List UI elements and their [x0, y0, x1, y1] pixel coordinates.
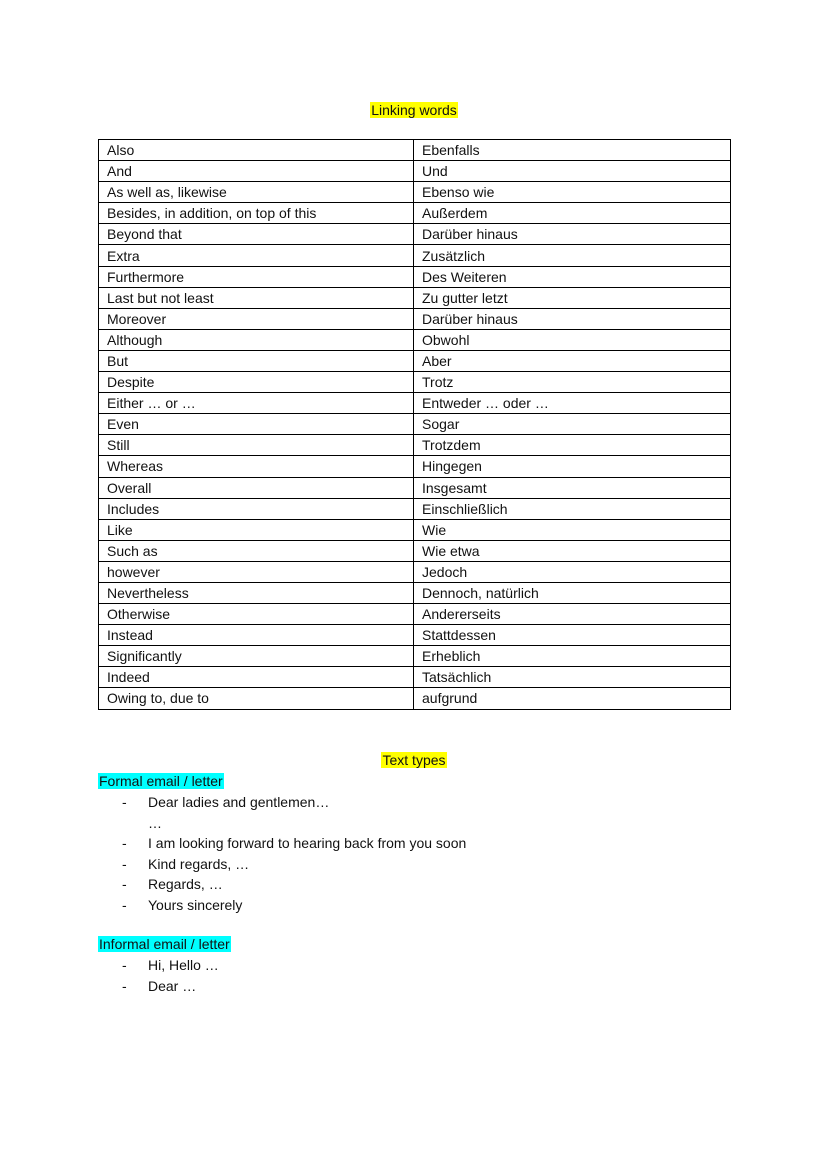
german-cell: Zu gutter letzt — [414, 287, 731, 308]
table-row — [99, 203, 731, 224]
list-item — [98, 854, 466, 875]
english-cell: Indeed — [99, 667, 414, 688]
german-cell: Einschließlich — [414, 498, 731, 519]
english-cell: Moreover — [99, 308, 414, 329]
table-row — [99, 308, 731, 329]
english-cell: Beyond that — [99, 224, 414, 245]
table-row — [99, 140, 731, 161]
table-row — [99, 435, 731, 456]
german-cell: Andererseits — [414, 604, 731, 625]
formal-email-heading — [98, 772, 224, 790]
english-cell: Furthermore — [99, 266, 414, 287]
german-cell: Und — [414, 161, 731, 182]
table-row — [99, 561, 731, 582]
german-cell: Aber — [414, 350, 731, 371]
english-cell: Otherwise — [99, 604, 414, 625]
table-row — [99, 582, 731, 603]
text-types-heading-text: Text types — [382, 752, 446, 768]
list-item-text: Kind regards, … — [148, 855, 250, 872]
german-cell: Wie — [414, 519, 731, 540]
informal-email-heading-text: Informal email / letter — [99, 936, 230, 952]
table-row — [99, 161, 731, 182]
linking-words-heading-text: Linking words — [371, 102, 457, 118]
german-cell: Erheblich — [414, 646, 731, 667]
english-cell: Besides, in addition, on top of this — [99, 203, 414, 224]
table-row — [99, 329, 731, 350]
english-cell: Whereas — [99, 456, 414, 477]
bullet-dash: - — [122, 896, 127, 913]
table-row — [99, 688, 731, 709]
text-types-heading — [0, 751, 828, 769]
table-row — [99, 498, 731, 519]
table-row — [99, 182, 731, 203]
german-cell: Außerdem — [414, 203, 731, 224]
english-cell: Still — [99, 435, 414, 456]
bullet-dash: - — [122, 977, 127, 994]
list-item-text: … — [148, 814, 162, 831]
english-cell: Also — [99, 140, 414, 161]
list-item — [98, 976, 219, 997]
english-cell: Significantly — [99, 646, 414, 667]
bullet-dash: - — [122, 855, 127, 872]
table-row — [99, 224, 731, 245]
table-row — [99, 245, 731, 266]
informal-phrases-list — [98, 955, 219, 996]
formal-email-heading-text: Formal email / letter — [99, 773, 223, 789]
list-item-text: Yours sincerely — [148, 896, 243, 913]
informal-email-heading — [98, 935, 231, 953]
table-row — [99, 372, 731, 393]
table-row — [99, 414, 731, 435]
german-cell: Jedoch — [414, 561, 731, 582]
list-item — [98, 813, 466, 834]
bullet-dash: - — [122, 957, 127, 973]
german-cell: Des Weiteren — [414, 266, 731, 287]
german-cell: Trotz — [414, 372, 731, 393]
german-cell: Darüber hinaus — [414, 308, 731, 329]
table-row — [99, 456, 731, 477]
english-cell: Includes — [99, 498, 414, 519]
english-cell: Such as — [99, 540, 414, 561]
list-item-text: Dear … — [148, 977, 197, 994]
table-row — [99, 266, 731, 287]
list-item — [98, 874, 466, 895]
english-cell: Extra — [99, 245, 414, 266]
linking-words-heading — [0, 101, 828, 119]
german-cell: Entweder … oder … — [414, 393, 731, 414]
english-cell: Even — [99, 414, 414, 435]
linking-words-table — [98, 139, 731, 710]
table-row — [99, 646, 731, 667]
list-item — [98, 955, 219, 976]
table-row — [99, 625, 731, 646]
formal-phrases-list — [98, 792, 466, 915]
table-row — [99, 519, 731, 540]
english-cell: But — [99, 350, 414, 371]
bullet-dash: - — [122, 794, 127, 810]
table-row — [99, 350, 731, 371]
english-cell: Owing to, due to — [99, 688, 414, 709]
list-item — [98, 833, 466, 854]
table-row — [99, 540, 731, 561]
english-cell: Although — [99, 329, 414, 350]
german-cell: Sogar — [414, 414, 731, 435]
list-item-text: Regards, … — [148, 876, 223, 892]
german-cell: Trotzdem — [414, 435, 731, 456]
german-cell: Ebenso wie — [414, 182, 731, 203]
english-cell: Nevertheless — [99, 582, 414, 603]
german-cell: Stattdessen — [414, 625, 731, 646]
german-cell: aufgrund — [414, 688, 731, 709]
english-cell: Last but not least — [99, 287, 414, 308]
table-row — [99, 393, 731, 414]
german-cell: Insgesamt — [414, 477, 731, 498]
table-row — [99, 604, 731, 625]
table-row — [99, 287, 731, 308]
english-cell: Despite — [99, 372, 414, 393]
list-item-text: Hi, Hello … — [148, 957, 219, 973]
list-item-text: I am looking forward to hearing back from you soon — [148, 835, 467, 851]
bullet-dash: - — [122, 876, 127, 892]
german-cell: Zusätzlich — [414, 245, 731, 266]
english-cell: however — [99, 561, 414, 582]
german-cell: Dennoch, natürlich — [414, 582, 731, 603]
list-item — [98, 895, 466, 916]
linking-words-table-body — [99, 140, 731, 710]
english-cell: And — [99, 161, 414, 182]
english-cell: As well as, likewise — [99, 182, 414, 203]
english-cell: Instead — [99, 625, 414, 646]
list-item-text: Dear ladies and gentlemen… — [148, 794, 330, 810]
english-cell: Overall — [99, 477, 414, 498]
german-cell: Ebenfalls — [414, 140, 731, 161]
english-cell: Like — [99, 519, 414, 540]
english-cell: Either … or … — [99, 393, 414, 414]
bullet-dash: - — [122, 835, 127, 851]
table-row — [99, 667, 731, 688]
german-cell: Darüber hinaus — [414, 224, 731, 245]
german-cell: Hingegen — [414, 456, 731, 477]
german-cell: Tatsächlich — [414, 667, 731, 688]
german-cell: Wie etwa — [414, 540, 731, 561]
table-row — [99, 477, 731, 498]
german-cell: Obwohl — [414, 329, 731, 350]
list-item — [98, 792, 466, 813]
